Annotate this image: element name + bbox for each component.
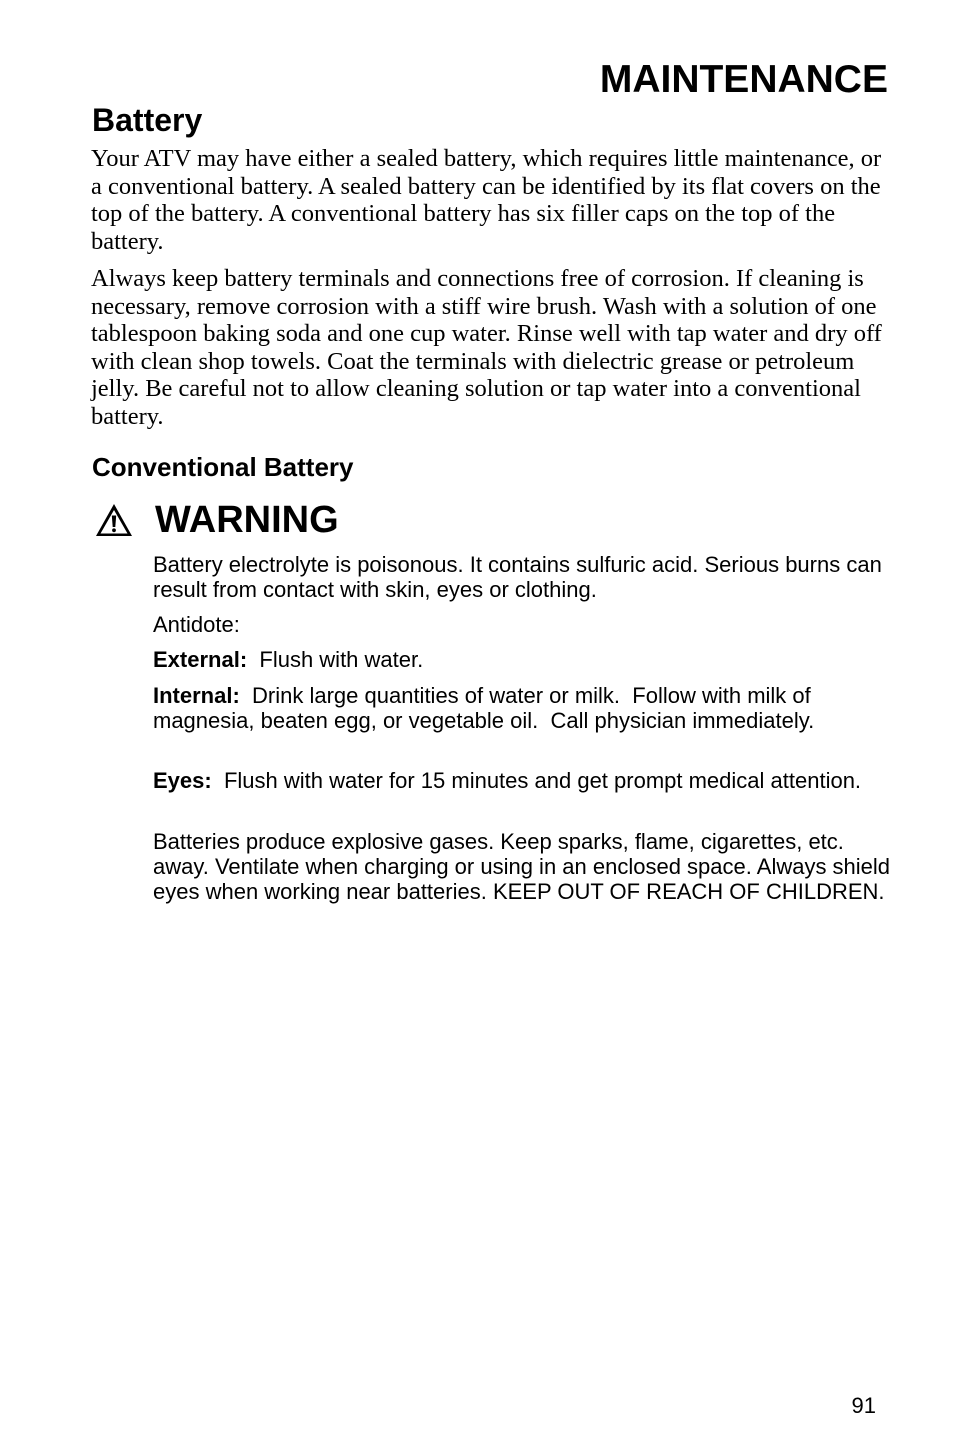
- battery-heading: Battery: [92, 102, 203, 138]
- external-label: External:: [153, 647, 248, 672]
- conventional-battery-heading: Conventional Battery: [92, 452, 354, 482]
- section-title: MAINTENANCE: [599, 58, 888, 101]
- battery-intro-paragraph: Your ATV may have either a sealed battery, which requires little maintenance, or a conventional battery. A sealed battery can be identified by its flat covers on the top of the battery. A conventional battery has six filler caps on the top of the battery.: [91, 145, 882, 255]
- eyes-text: Flush with water for 15 minutes and get prompt medical attention.: [211, 768, 862, 793]
- external-text: Flush with water.: [247, 647, 424, 672]
- battery-cleaning-paragraph: Always keep battery terminals and connections free of corrosion. If cleaning is necessary, remove corrosion with a stiff wire brush. Wash with a solution of one tablespoon baking soda and one cup water. Rinse well with tap water and dry off with clean shop towels. Coat the terminals with dielectric grease or petroleum jelly. Be careful not to allow cleaning solution or tap water into a conventional battery.: [91, 265, 882, 430]
- antidote-label: Antidote:: [153, 612, 240, 637]
- internal-text: Drink large quantities of water or milk. Follow with milk of magnesia, beaten egg, or vegetable oil. Call physician immediately.: [153, 683, 817, 733]
- eyes-antidote: [153, 768, 898, 793]
- warning-triangle-icon: [95, 503, 133, 537]
- eyes-label: Eyes:: [153, 768, 212, 793]
- warning-title: WARNING: [155, 499, 339, 541]
- internal-label: Internal:: [153, 683, 240, 708]
- internal-antidote: [153, 683, 898, 733]
- external-antidote: [153, 647, 898, 672]
- warning-intro-text: Battery electrolyte is poisonous. It contains sulfuric acid. Serious burns can result from contact with skin, eyes or clothing.: [153, 552, 882, 602]
- warning-closing-text: Batteries produce explosive gases. Keep sparks, flame, cigarettes, etc. away. Ventilate when charging or using in an enclosed space. Always shield eyes when working near batteries. KEEP OUT OF REACH OF CHILDREN.: [153, 829, 891, 904]
- page-number: 91: [851, 1393, 876, 1418]
- warning-header: [95, 494, 339, 546]
